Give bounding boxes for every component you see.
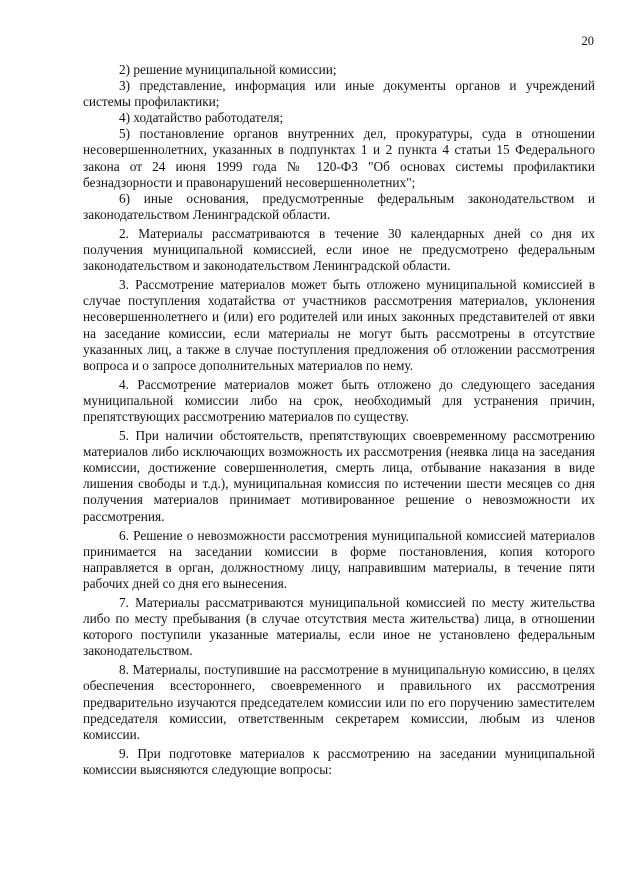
paragraph-clause-5: 5. При наличии обстоятельств, препятствующих своевременному рассмотрению материалов либо исключающих возможность их рассмотрения (неявка лица на заседания комиссии, достижение совершеннолетия, смерть лица, отбывание наказания в виде лишения свободы и т.д.), муниципальная комиссия по истечении шести месяцев со дня получения материалов принимает мотивированное решение о невозможности их рассмотрения. — [83, 428, 595, 524]
paragraph-item-5: 5) постановление органов внутренних дел, прокуратуры, суда в отношении несовершеннолетних, указанных в подпунктах 1 и 2 пункта 4 статьи 15 Федерального закона от 24 июня 1999 года № 120-ФЗ "Об основах системы профилактики безнадзорности и правонарушений несовершеннолетних"; — [83, 126, 595, 190]
paragraph-clause-4: 4. Рассмотрение материалов может быть отложено до следующего заседания муниципальной комиссии либо на срок, необходимый для устранения причин, препятствующих рассмотрению материалов по существу. — [83, 376, 595, 424]
paragraph-clause-9: 9. При подготовке материалов к рассмотрению на заседании муниципальной комиссии выясняются следующие вопросы: — [83, 745, 595, 777]
paragraph-item-6: 6) иные основания, предусмотренные федеральным законодательством и законодательством Ленинградской области. — [83, 190, 595, 222]
paragraph-item-4: 4) ходатайство работодателя; — [119, 110, 284, 126]
paragraph-clause-2: 2. Материалы рассматриваются в течение 30 календарных дней со дня их получения муниципальной комиссией, если иное не предусмотрено федеральным законодательством и законодательством Ленинградской области. — [83, 225, 595, 274]
document-body — [83, 62, 595, 778]
page-number: 20 — [581, 34, 594, 48]
paragraph-clause-3: 3. Рассмотрение материалов может быть отложено муниципальной комиссией в случае поступления ходатайства от участников рассмотрения материалов, уклонения несовершеннолетнего и (или) его родителей или иных законных представителей от явки на заседание комиссии, если материалы не могут быть рассмотрены в отсутствие указанных лиц, а также в случае поступления предложения об отложении рассмотрения вопроса и о запросе дополнительных материалов по нему. — [83, 277, 595, 373]
paragraph-item-2: 2) решение муниципальной комиссии; — [119, 62, 337, 77]
paragraph-item-3: 3) представление, информация или иные документы органов и учреждений системы профилактики; — [83, 78, 595, 110]
paragraph-clause-8: 8. Материалы, поступившие на рассмотрение в муниципальную комиссию, в целях обеспечения всестороннего, своевременного и правильного их рассмотрения предварительно изучаются председателем комиссии или по его поручению заместителем председателя комиссии, ответственным секретарем комиссии, любым из членов комиссии. — [83, 662, 595, 742]
paragraph-clause-7: 7. Материалы рассматриваются муниципальной комиссией по месту жительства либо по месту пребывания (в случае отсутствия места жительства) лица, в отношении которого поступили указанные материалы, если иное не установлено федеральным законодательством. — [83, 595, 595, 659]
paragraph-clause-6: 6. Решение о невозможности рассмотрения муниципальной комиссией материалов принимается на заседании комиссии в форме постановления, копия которого направляется в орган, должностному лицу, направившим материалы, в течение пяти рабочих дней со дня его вынесения. — [83, 527, 595, 591]
